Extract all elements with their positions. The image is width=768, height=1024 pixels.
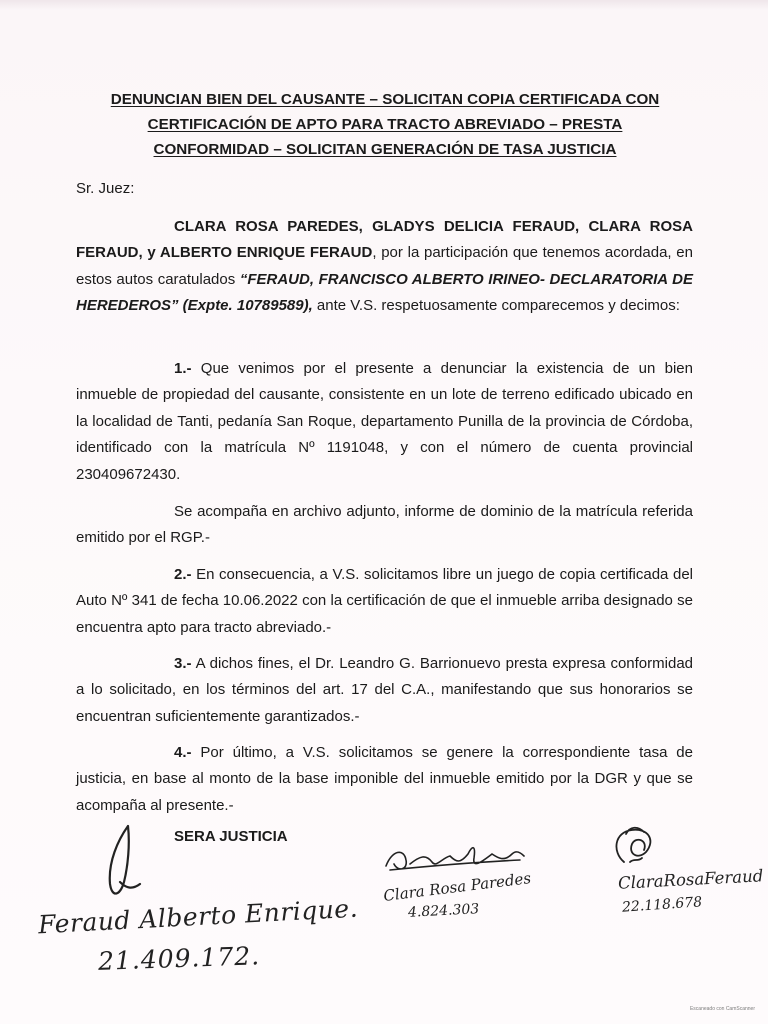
signature-dni-feraud: 21.409.172. [97,941,261,976]
point-4-paragraph [76,740,693,819]
signature-name-clara-paredes: Clara Rosa Paredes [382,869,532,905]
attachment-paragraph [76,499,693,552]
point-1-paragraph [76,356,693,488]
closing-formula: SERA JUSTICIA [174,828,288,845]
point-text: A dichos fines, el Dr. Leandro G. Barrionuevo presta expresa conformidad a lo solicitado, en los términos del art. 17 del C.A., manifestando que sus honorarios se encuentran suficientemente garantizados.- [76,655,693,725]
page-top-shadow [0,0,768,10]
title-line-3: CONFORMIDAD – SOLICITAN GENERACIÓN DE TASA JUSTICIA [153,141,617,158]
signature-name-feraud: Feraud Alberto Enrique. [37,893,359,940]
point-text: En consecuencia, a V.S. solicitamos libre un juego de copia certificada del Auto Nº 341 de fecha 10.06.2022 con la certificación de que el inmueble arriba designado se encuentra apto para tracto abreviado.- [76,566,693,636]
point-text: Que venimos por el presente a denunciar la existencia de un bien inmueble de propiedad del causante, consistente en un lote de terreno edificado ubicado en la localidad de Tanti, pedanía San Roque, departamento Punilla de la provincia de Córdoba, identificado con la matrícula Nº 1191048, y con el número de cuenta provincial 230409672430. [76,360,693,483]
title-line-2: CERTIFICACIÓN DE APTO PARA TRACTO ABREVIADO – PRESTA [147,116,623,133]
signature-dni-clara-feraud: 22.118.678 [621,894,703,916]
point-text: Por último, a V.S. solicitamos se genere la correspondiente tasa de justicia, en base al monto de la base imponible del inmueble emitido por la DGR y que se acompaña al presente.- [76,744,693,814]
title-line-1: DENUNCIAN BIEN DEL CAUSANTE – SOLICITAN COPIA CERTIFICADA CON [110,91,660,108]
signature-dni-clara-paredes: 4.824.303 [407,901,480,921]
salutation: Sr. Juez: [76,180,135,197]
signature-name-clara-feraud: ClaraRosaFeraud [617,866,764,893]
signature-clara-feraud-scribble [604,822,664,870]
document-title [80,87,690,162]
point-number: 4.- [174,744,192,761]
case-title: “FERAUD, FRANCISCO ALBERTO IRINEO- DECLARATORIA DE HEREDEROS” (Expte. 10789589), [76,270,693,315]
point-number: 2.- [174,566,192,583]
intro-text-1: , por la participación que tenemos acordada, en estos autos caratulados [76,244,693,288]
petitioner-names: CLARA ROSA PAREDES, GLADYS DELICIA FERAUD, CLARA ROSA FERAUD, y ALBERTO ENRIQUE FERAUD [76,218,693,262]
point-3-paragraph [76,651,693,730]
intro-paragraph [76,214,693,320]
point-number: 3.- [174,655,192,672]
intro-text-2: ante V.S. respetuosamente comparecemos y decimos: [312,297,680,315]
signature-alberto-scribble [98,822,148,904]
point-2-paragraph [76,562,693,641]
point-number: 1.- [174,360,192,377]
scanner-watermark: Escaneado con CamScanner [689,1006,755,1012]
point-text: Se acompaña en archivo adjunto, informe de dominio de la matrícula referida emitido por el RGP.- [76,503,693,547]
